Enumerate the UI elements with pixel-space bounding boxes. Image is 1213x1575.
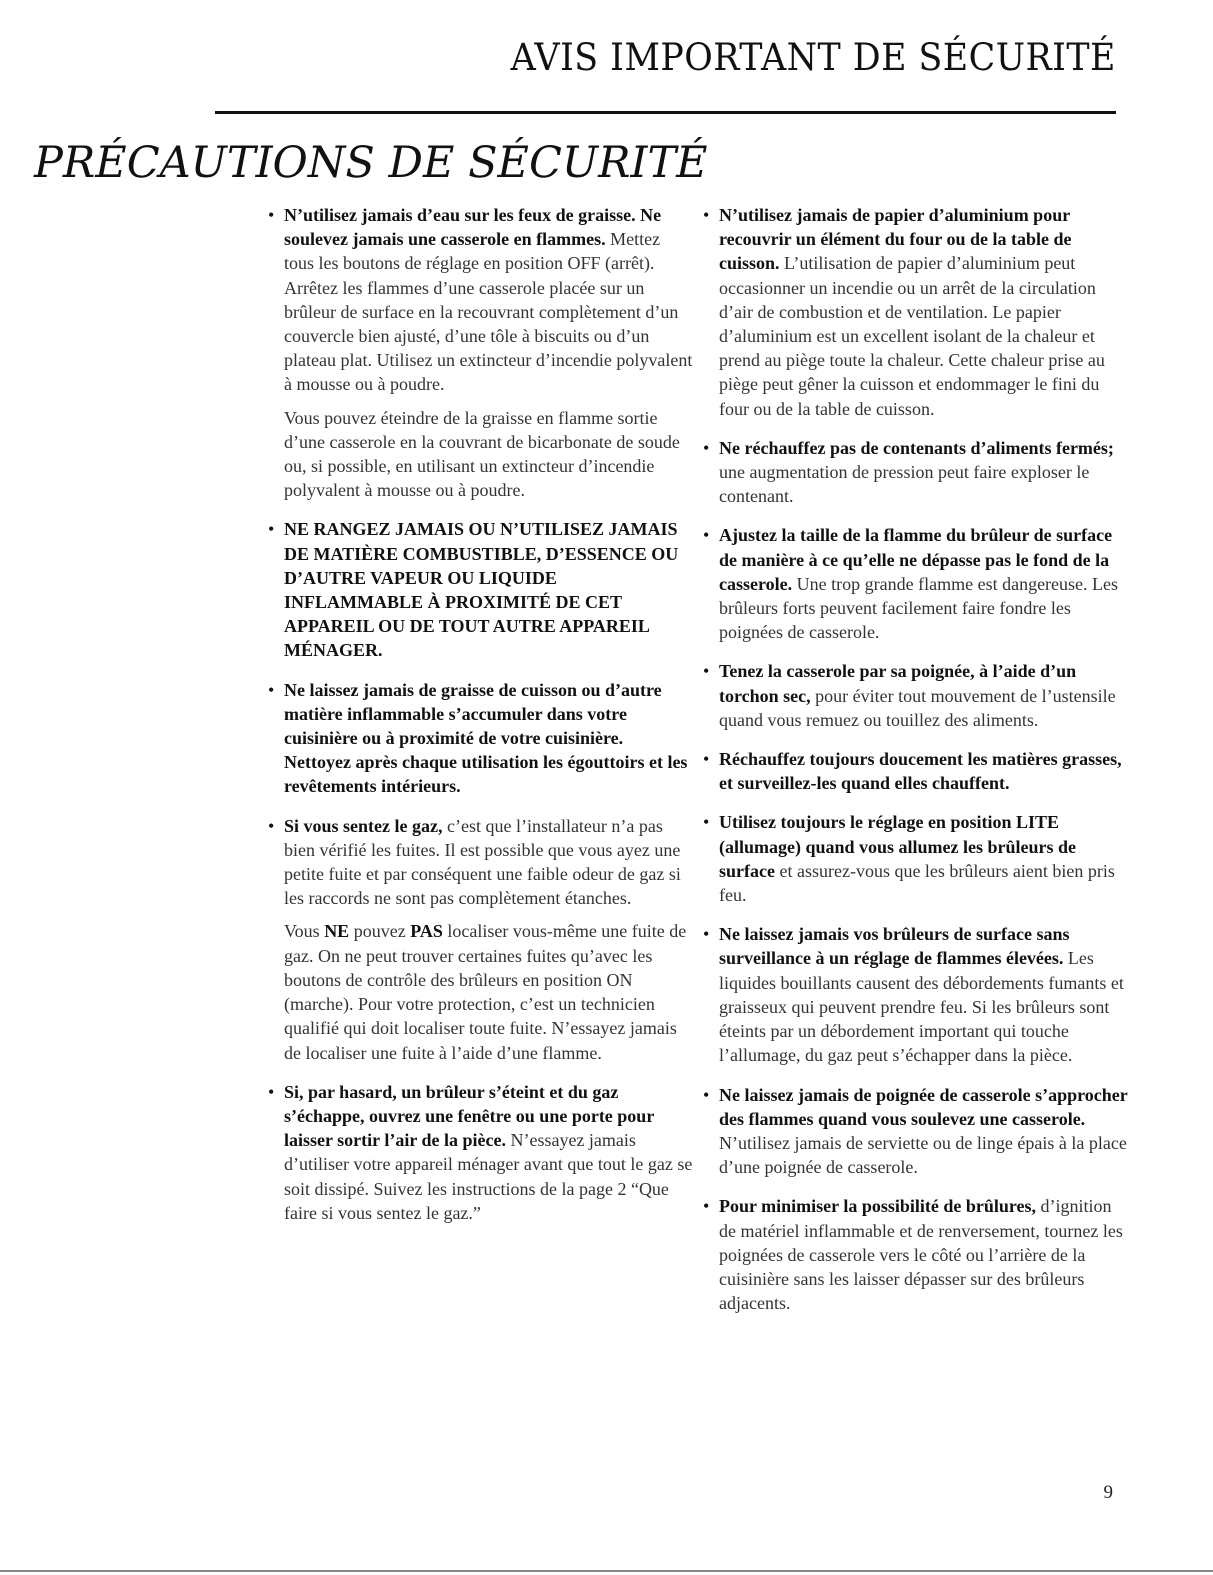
bullet-item (703, 810, 1128, 907)
bullet-lead: N’utilisez jamais de papier d’aluminium pour recouvrir un élément du four ou de la table de cuisson. (719, 205, 1072, 274)
bullet-item (703, 1194, 1128, 1315)
bullet-body: Les liquides bouillants causent des débordements fumants et graisseux qui peuvent prendre feu. Si les brûleurs sont éteints par un débordement important qui touche l’allumage, du gaz peut s’échapper dans la pièce. (719, 948, 1124, 1066)
bullet-item (268, 1080, 693, 1225)
bullet-lead: Réchauffez toujours doucement les matières grasses, et surveillez-les quand elles chauffent. (719, 749, 1122, 794)
bullet-body: pour éviter tout mouvement de l’ustensile quand vous remuez ou touillez des aliments. (719, 685, 1116, 730)
paragraph-text: localiser vous-même une fuite de gaz. On ne peut trouver certaines fuites qu’avec les boutons de contrôle des brûleurs en position ON (marche). Pour votre protection, c’est un technicien qualifié qui doit localiser toute fuite. N’essayez jamais de localiser une fuite à l’aide d’une flamme. (284, 921, 687, 1063)
bullet-item (703, 436, 1128, 509)
bullet-body: Mettez tous les boutons de réglage en position OFF (arrêt). Arrêtez les flammes d’une casserole placée sur un brûleur de surface en la recouvrant complètement d’un couvercle bien ajusté, d’une tôle à biscuits ou d’un plateau plat. Utilisez un extincteur d’incendie polyvalent à mousse ou à poudre. (284, 229, 693, 395)
header-rule (215, 111, 1116, 114)
paragraph (268, 919, 693, 1064)
bullet-item (703, 659, 1128, 732)
bullet-item (703, 1083, 1128, 1180)
paragraph-text: pouvez (349, 921, 411, 942)
bullet-item (703, 203, 1128, 421)
bullet-lead: Ne laissez jamais de graisse de cuisson ou d’autre matière inflammable s’accumuler dans votre cuisinière ou à proximité de votre cuisinière. Nettoyez après chaque utilisation les égouttoirs et les revêtements intérieurs. (284, 679, 688, 797)
bullet-item (703, 523, 1128, 644)
bullet-lead: Pour minimiser la possibilité de brûlures, (719, 1196, 1037, 1217)
bullet-item (703, 922, 1128, 1067)
bullet-body: d’ignition de matériel inflammable et de renversement, tournez les poignées de casserole vers le côté ou l’arrière de la cuisinière sans les laisser dépasser sur des brûleurs adjacents. (719, 1196, 1123, 1314)
paragraph-emphasis: PAS (410, 921, 443, 942)
bullet-item (268, 517, 693, 662)
bullet-body: et assurez-vous que les brûleurs aient bien pris feu. (719, 860, 1115, 906)
bullet-item (268, 203, 693, 397)
bullet-lead: Ne laissez jamais vos brûleurs de surface sans surveillance à un réglage de flammes élevées. (719, 924, 1070, 969)
bullet-item (268, 814, 693, 911)
bullet-lead: N’utilisez jamais d’eau sur les feux de graisse. Ne soulevez jamais une casserole en flammes. (284, 205, 662, 250)
bullet-item (268, 678, 693, 799)
bullet-lead: Ne réchauffez pas de contenants d’aliments fermés; (719, 437, 1114, 458)
bullet-body: c’est que l’installateur n’a pas bien vérifié les fuites. Il est possible que vous ayez une petite fuite et par conséquent une faible odeur de gaz si les raccords ne sont pas complètement étanches. (284, 815, 681, 909)
bullet-lead: Si vous sentez le gaz, (284, 815, 443, 836)
bullet-item (703, 747, 1128, 795)
left-column (268, 203, 693, 1240)
right-column (703, 203, 1128, 1330)
bullet-body: N’utilisez jamais de serviette ou de linge épais à la place d’une poignée de casserole. (719, 1132, 1127, 1178)
bullet-lead: Ne laissez jamais de poignée de casserole s’approcher des flammes quand vous soulevez une casserole. (719, 1084, 1128, 1129)
bullet-lead: Ajustez la taille de la flamme du brûleur de surface de manière à ce qu’elle ne dépasse pas le fond de la casserole. (719, 525, 1113, 594)
page-header-title: AVIS IMPORTANT DE SÉCURITÉ (510, 36, 1116, 79)
bullet-body: Une trop grande flamme est dangereuse. Les brûleurs forts peuvent facilement faire fondre les poignées de casserole. (719, 573, 1119, 643)
page-number: 9 (1103, 1482, 1113, 1503)
bullet-lead: NE RANGEZ JAMAIS OU N’UTILISEZ JAMAIS DE MATIÈRE COMBUSTIBLE, D’ESSENCE OU D’AUTRE VAPEUR OU LIQUIDE INFLAMMABLE À PROXIMITÉ DE CET APPAREIL OU DE TOUT AUTRE APPAREIL MÉNAGER. (284, 519, 679, 661)
bullet-body: N’essayez jamais d’utiliser votre appareil ménager avant que tout le gaz se soit dissipé. Suivez les instructions de la page 2 “Que faire si vous sentez le gaz.” (284, 1130, 693, 1223)
bottom-rule (0, 1570, 1213, 1572)
paragraph-emphasis: NE (324, 921, 350, 942)
bullet-body: une augmentation de pression peut faire exploser le contenant. (719, 462, 1090, 507)
bullet-body: L’utilisation de papier d’aluminium peut occasionner un incendie ou un arrêt de la circulation d’air de combustion et de ventilation. Le papier d’aluminium est un excellent isolant de la chaleur et prend au piège toute la chaleur. Cette chaleur prise au piège peut gêner la cuisson et endommager le fini du four ou de la table de cuisson. (719, 253, 1105, 419)
bullet-lead: Si, par hasard, un brûleur s’éteint et du gaz s’échappe, ouvrez une fenêtre ou une porte pour laisser sortir l’air de la pièce. (284, 1081, 654, 1151)
paragraph-text: Vous (284, 921, 325, 942)
paragraph: Vous pouvez éteindre de la graisse en flamme sortie d’une casserole en la couvrant de bicarbonate de soude ou, si possible, en utilisant un extincteur d’incendie polyvalent à mousse ou à poudre. (284, 407, 680, 501)
section-title: PRÉCAUTIONS DE SÉCURITÉ (34, 138, 708, 188)
bullet-lead: Tenez la casserole par sa poignée, à l’aide d’un torchon sec, (719, 661, 1077, 706)
bullet-lead: Utilisez toujours le réglage en position LITE (allumage) quand vous allumez les brûleurs de surface (719, 812, 1077, 881)
